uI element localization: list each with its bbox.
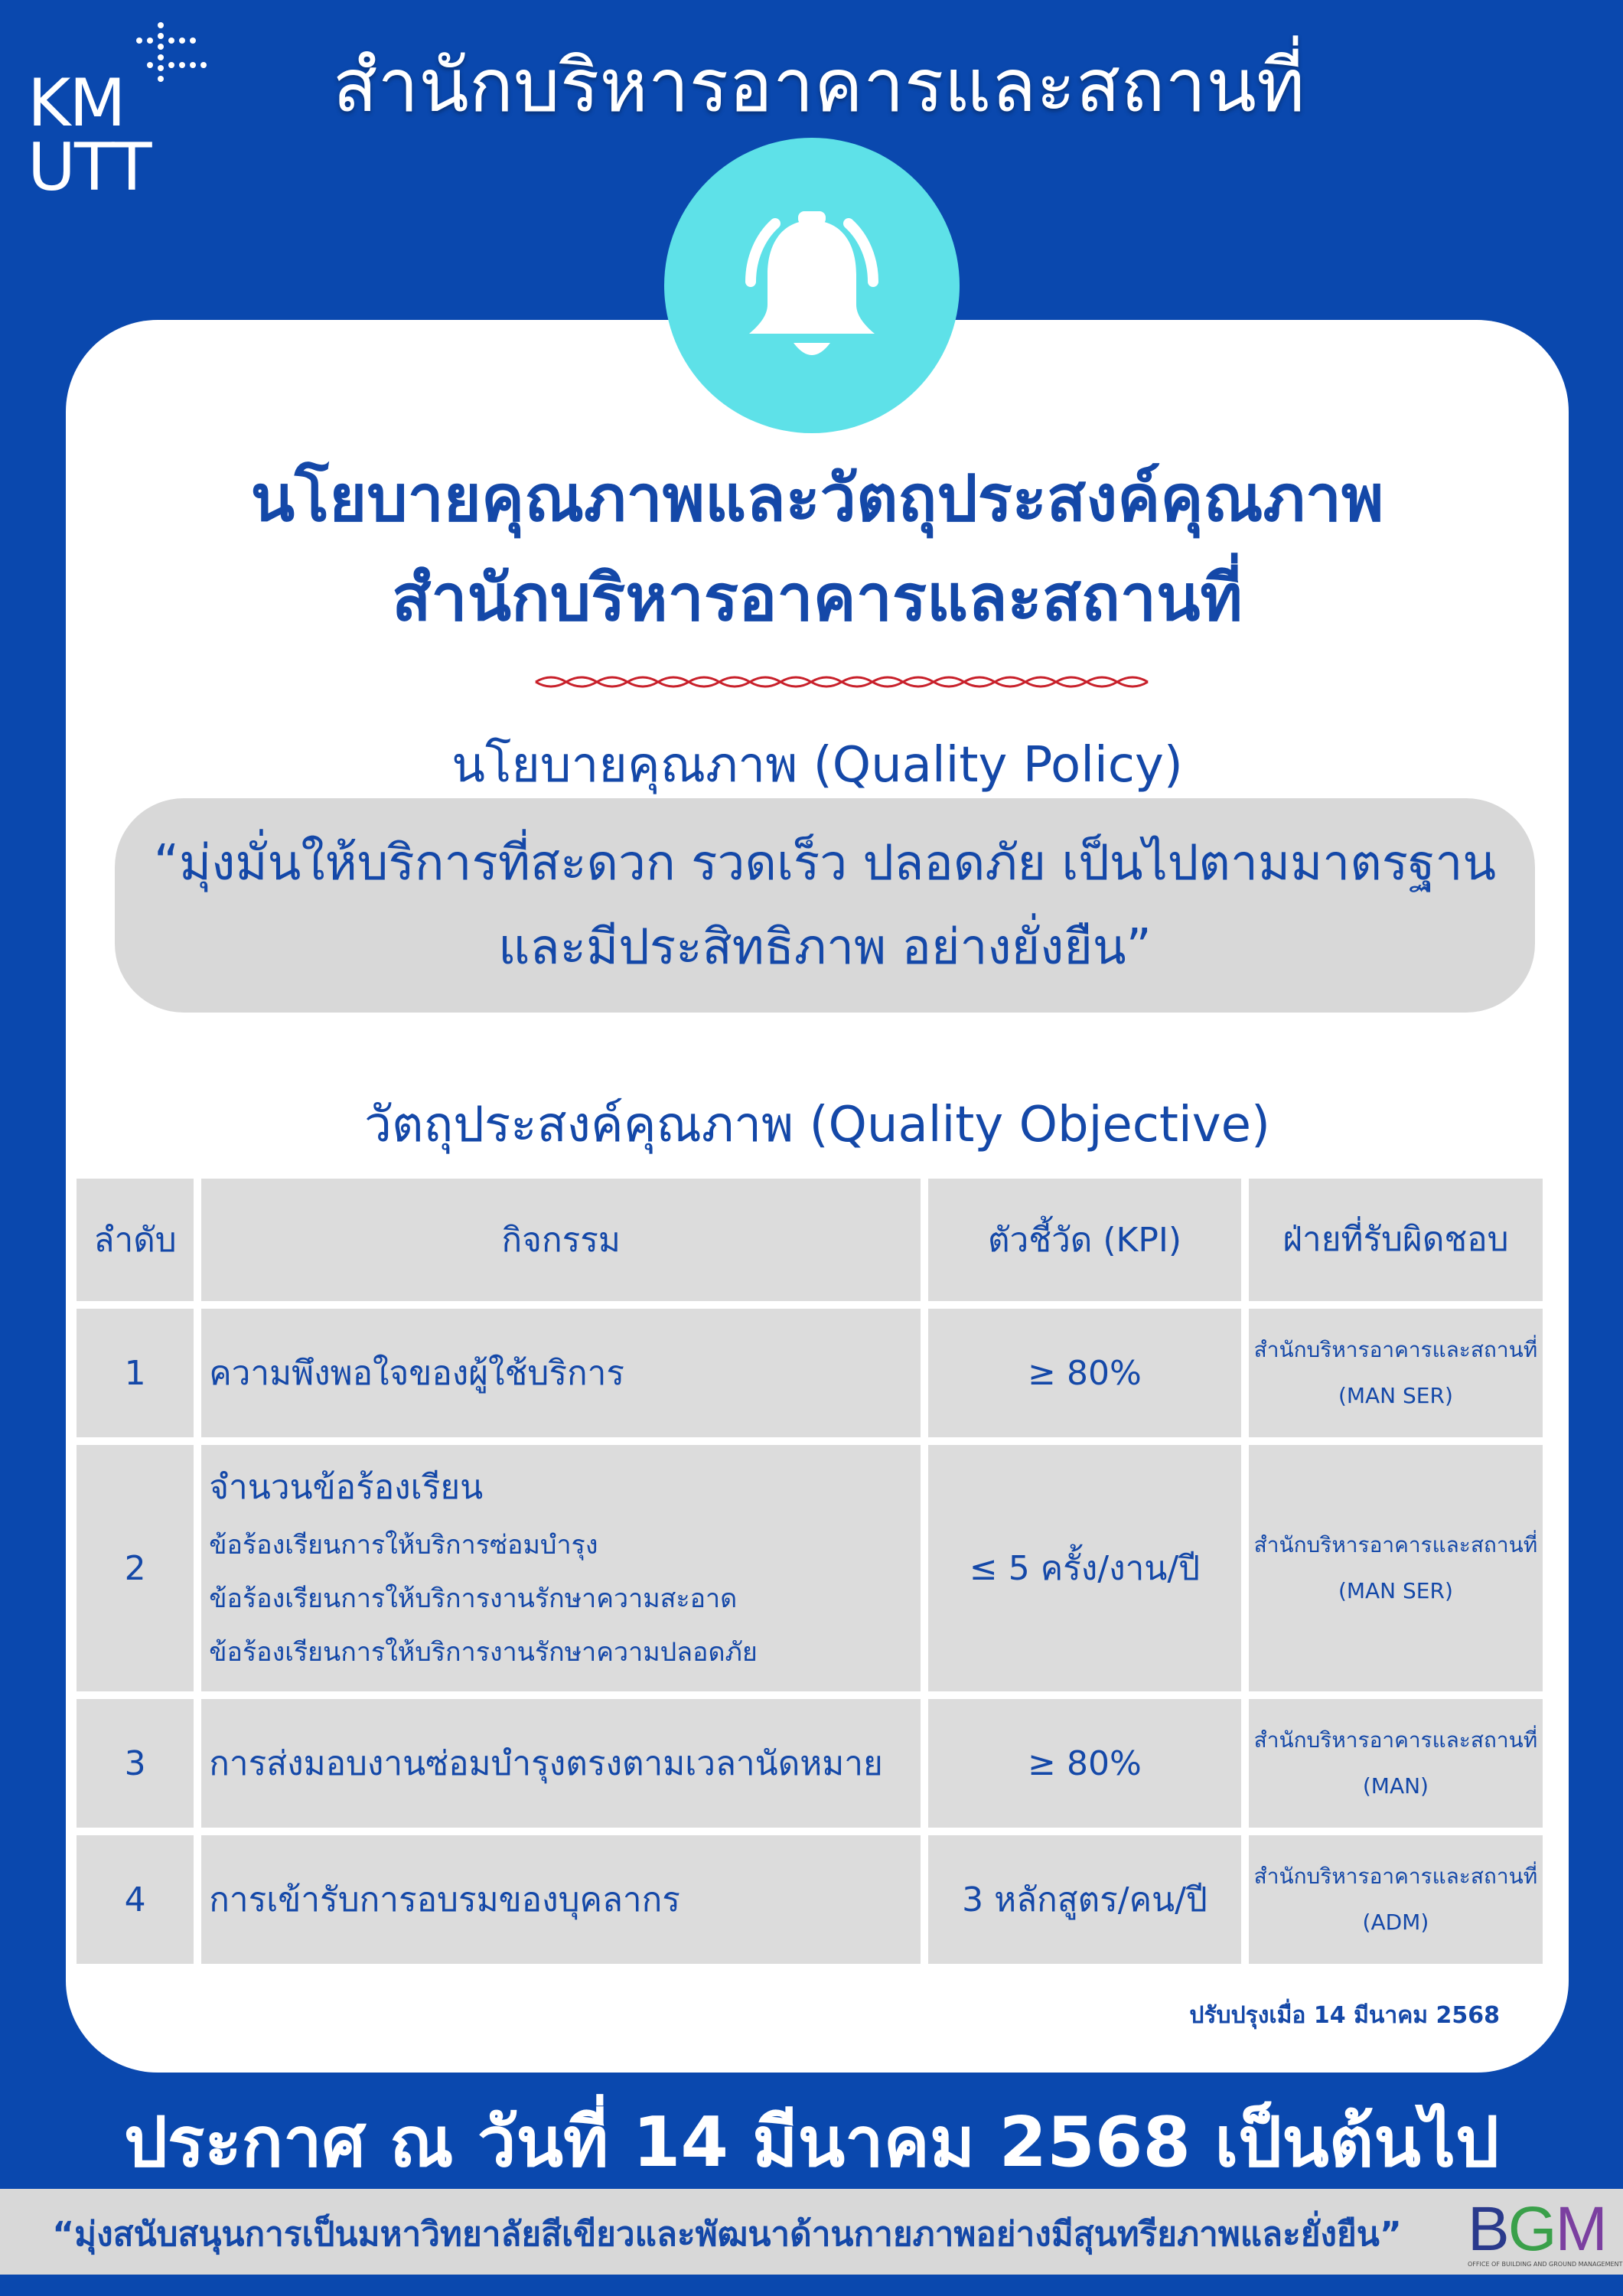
col-header-activity: กิจกรรม: [201, 1179, 921, 1301]
bgm-letters: BGM: [1468, 2194, 1606, 2264]
activity-sub: ข้อร้องเรียนการให้บริการงานรักษาความปลอดภัย: [209, 1637, 758, 1668]
bell-badge: [664, 138, 960, 433]
policy-line-2: และมีประสิทธิภาพ อย่างยั่งยืน”: [498, 919, 1152, 976]
logo-text: KM UTT: [28, 65, 151, 206]
page-title: นโยบายคุณภาพและวัตถุประสงค์คุณภาพ สำนักบริหารอาคารและสถานที่: [250, 461, 1384, 635]
row-responsible: สำนักบริหารอาคารและสถานที่ (MAN): [1249, 1699, 1543, 1828]
objective-table: [69, 1171, 1550, 1971]
col-header-responsible: ฝ่ายที่รับผิดชอบ: [1249, 1179, 1543, 1301]
row-responsible: สำนักบริหารอาคารและสถานที่ (MAN SER): [1249, 1445, 1543, 1691]
row-kpi: ≥ 80%: [928, 1309, 1241, 1437]
table-row: [77, 1835, 1543, 1964]
bgm-logo: [1462, 2190, 1623, 2275]
activity-main: จำนวนข้อร้องเรียน: [209, 1468, 484, 1507]
row-activity: ความพึงพอใจของผู้ใช้บริการ: [201, 1309, 921, 1437]
col-header-kpi: ตัวชี้วัด (KPI): [928, 1179, 1241, 1301]
policy-line-1: “มุ่งมั่นให้บริการที่สะดวก รวดเร็ว ปลอดภัย เป็นไปตามมาตรฐาน: [153, 835, 1497, 892]
row-kpi: ≥ 80%: [928, 1699, 1241, 1828]
row-number: 3: [77, 1699, 194, 1828]
bgm-subtitle: OFFICE OF BUILDING AND GROUND MANAGEMENT: [1468, 2261, 1623, 2268]
updated-date: ปรับปรุงเมื่อ 14 มีนาคม 2568: [1189, 2002, 1500, 2029]
row-kpi: 3 หลักสูตร/คน/ปี: [928, 1835, 1241, 1964]
row-number: 4: [77, 1835, 194, 1964]
row-activity: [201, 1445, 921, 1691]
activity-sub: ข้อร้องเรียนการให้บริการงานรักษาความสะอาด: [209, 1583, 738, 1614]
row-responsible: สำนักบริหารอาคารและสถานที่ (MAN SER): [1249, 1309, 1543, 1437]
bell-icon: [728, 205, 896, 373]
announcement-date: ประกาศ ณ วันที่ 14 มีนาคม 2568 เป็นต้นไป: [123, 2102, 1500, 2183]
objective-heading: วัตถุประสงค์คุณภาพ (Quality Objective): [363, 1097, 1271, 1153]
row-kpi: ≤ 5 ครั้ง/งาน/ปี: [928, 1445, 1241, 1691]
footer-slogan: “มุ่งสนับสนุนการเป็นมหาวิทยาลัยสีเขียวและพัฒนาด้านกายภาพอย่างมีสุนทรียภาพและยั่งยืน”: [52, 2215, 1402, 2254]
activity-sub: ข้อร้องเรียนการให้บริการซ่อมบำรุง: [209, 1530, 598, 1561]
table-header-row: [77, 1179, 1543, 1301]
table-row: [77, 1445, 1543, 1691]
col-header-no: ลำดับ: [77, 1179, 194, 1301]
row-number: 2: [77, 1445, 194, 1691]
table-row: [77, 1309, 1543, 1437]
table-row: [77, 1699, 1543, 1828]
row-activity: การส่งมอบงานซ่อมบำรุงตรงตามเวลานัดหมาย: [201, 1699, 921, 1828]
header-title: สำนักบริหารอาคารและสถานที่: [332, 43, 1305, 129]
policy-statement: [115, 798, 1535, 1013]
ornamental-divider: [528, 670, 1155, 693]
row-activity: การเข้ารับการอบรมของบุคลากร: [201, 1835, 921, 1964]
policy-heading: นโยบายคุณภาพ (Quality Policy): [451, 737, 1183, 794]
row-responsible: สำนักบริหารอาคารและสถานที่ (ADM): [1249, 1835, 1543, 1964]
row-number: 1: [77, 1309, 194, 1437]
kmutt-logo: [23, 19, 199, 206]
